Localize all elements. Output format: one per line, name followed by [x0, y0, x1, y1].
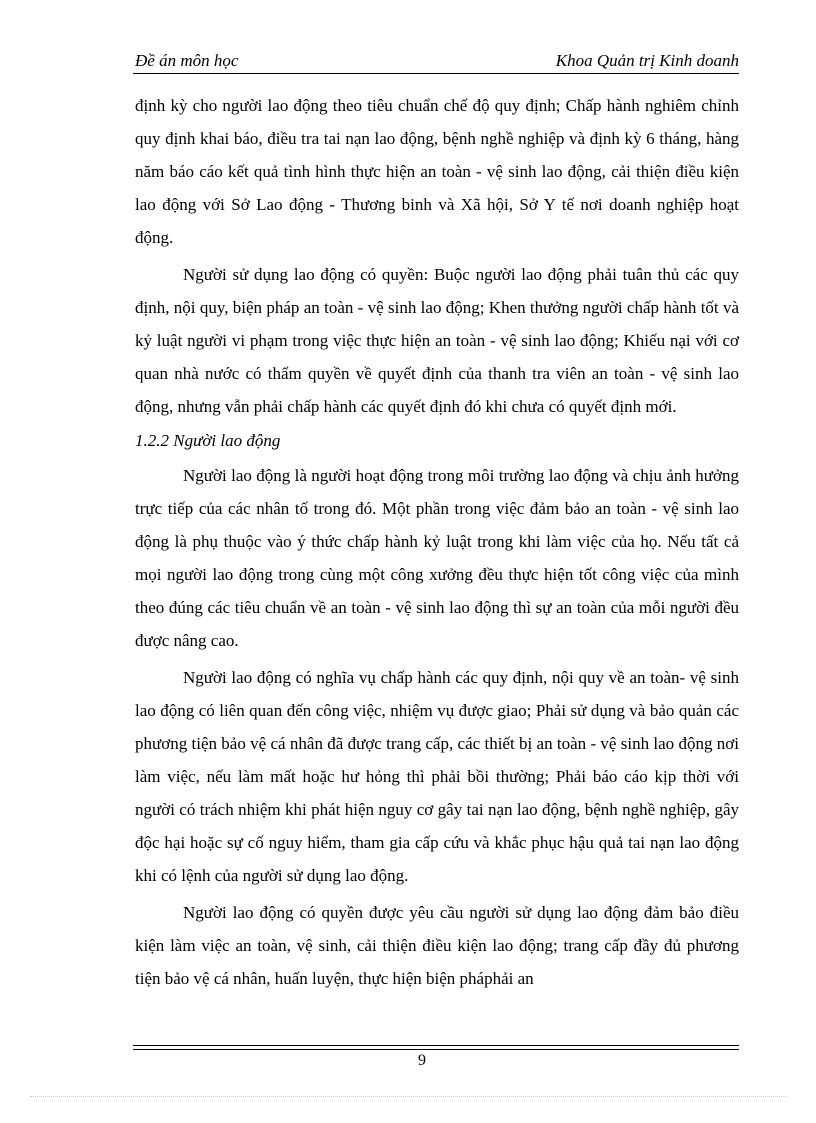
header-course-title: Đề án môn học [135, 51, 239, 70]
paragraph-employer-rights: Người sử dụng lao động có quyền: Buộc người lao động phải tuân thủ các quy định, nội quy, biện pháp an toàn - vệ sinh lao động; Khen thưởng người chấp hành tốt và kỷ luật người vi phạm trong việc thực hiện an toàn - vệ sinh lao động; Khiếu nại với cơ quan nhà nước có thẩm quyền về quyết định của thanh tra viên an toàn - vệ sinh lao động, nhưng vẫn phải chấp hành các quyết định đó khi chưa có quyết định mới. [135, 265, 739, 416]
page-header [133, 49, 739, 75]
paragraph-worker-definition: Người lao động là người hoạt động trong môi trường lao động và chịu ảnh hưởng trực tiếp của các nhân tố trong đó. Một phần trong việc đảm bảo an toàn - vệ sinh lao động là phụ thuộc vào ý thức chấp hành kỷ luật trong khi làm việc của họ. Nếu tất cả mọi người lao động trong cùng một công xưởng đều thực hiện tốt công việc của mình theo đúng các tiêu chuẩn về an toàn - vệ sinh lao động thì sự an toàn của mỗi người đều được nâng cao. [135, 466, 739, 650]
paragraph-worker-rights: Người lao động có quyền được yêu cầu người sử dụng lao động đảm bảo điều kiện làm việc an toàn, vệ sinh, cải thiện điều kiện lao động; trang cấp đầy đủ phương tiện bảo vệ cá nhân, huấn luyện, thực hiện biện pháphải an [135, 903, 739, 988]
paragraph-worker-obligations: Người lao động có nghĩa vụ chấp hành các quy định, nội quy về an toàn- vệ sinh lao động có liên quan đến công việc, nhiệm vụ được giao; Phải sử dụng và bảo quản các phương tiện bảo vệ cá nhân đã được trang cấp, các thiết bị an toàn - vệ sinh lao động nơi làm việc, nếu làm mất hoặc hư hỏng thì phải bồi thường; Phải báo cáo kịp thời với người có trách nhiệm khi phát hiện nguy cơ gây tai nạn lao động, bệnh nghề nghiệp, gây độc hại hoặc sự cố nguy hiểm, tham gia cấp cứu và khắc phục hậu quả tai nạn lao động khi có lệnh của người sử dụng lao động. [135, 668, 739, 885]
header-faculty-name: Khoa Quản trị Kinh doanh [555, 51, 739, 70]
document-body [135, 89, 739, 995]
paragraph-continuation: định kỳ cho người lao động theo tiêu chuẩn chế độ quy định; Chấp hành nghiêm chỉnh quy định khai báo, điều tra tai nạn lao động, bệnh nghề nghiệp và định kỳ 6 tháng, hàng năm báo cáo kết quả tình hình thực hiện an toàn - vệ sinh lao động, cải thiện điều kiện lao động với Sở Lao động - Thương binh và Xã hội, Sở Y tế nơi doanh nghiệp hoạt động. [135, 96, 739, 247]
header-divider [133, 73, 739, 74]
footer-divider-top [133, 1045, 739, 1046]
page-edge-divider [30, 1096, 786, 1097]
page-number: 9 [418, 1052, 426, 1069]
section-heading: 1.2.2 Người lao động [135, 431, 281, 450]
